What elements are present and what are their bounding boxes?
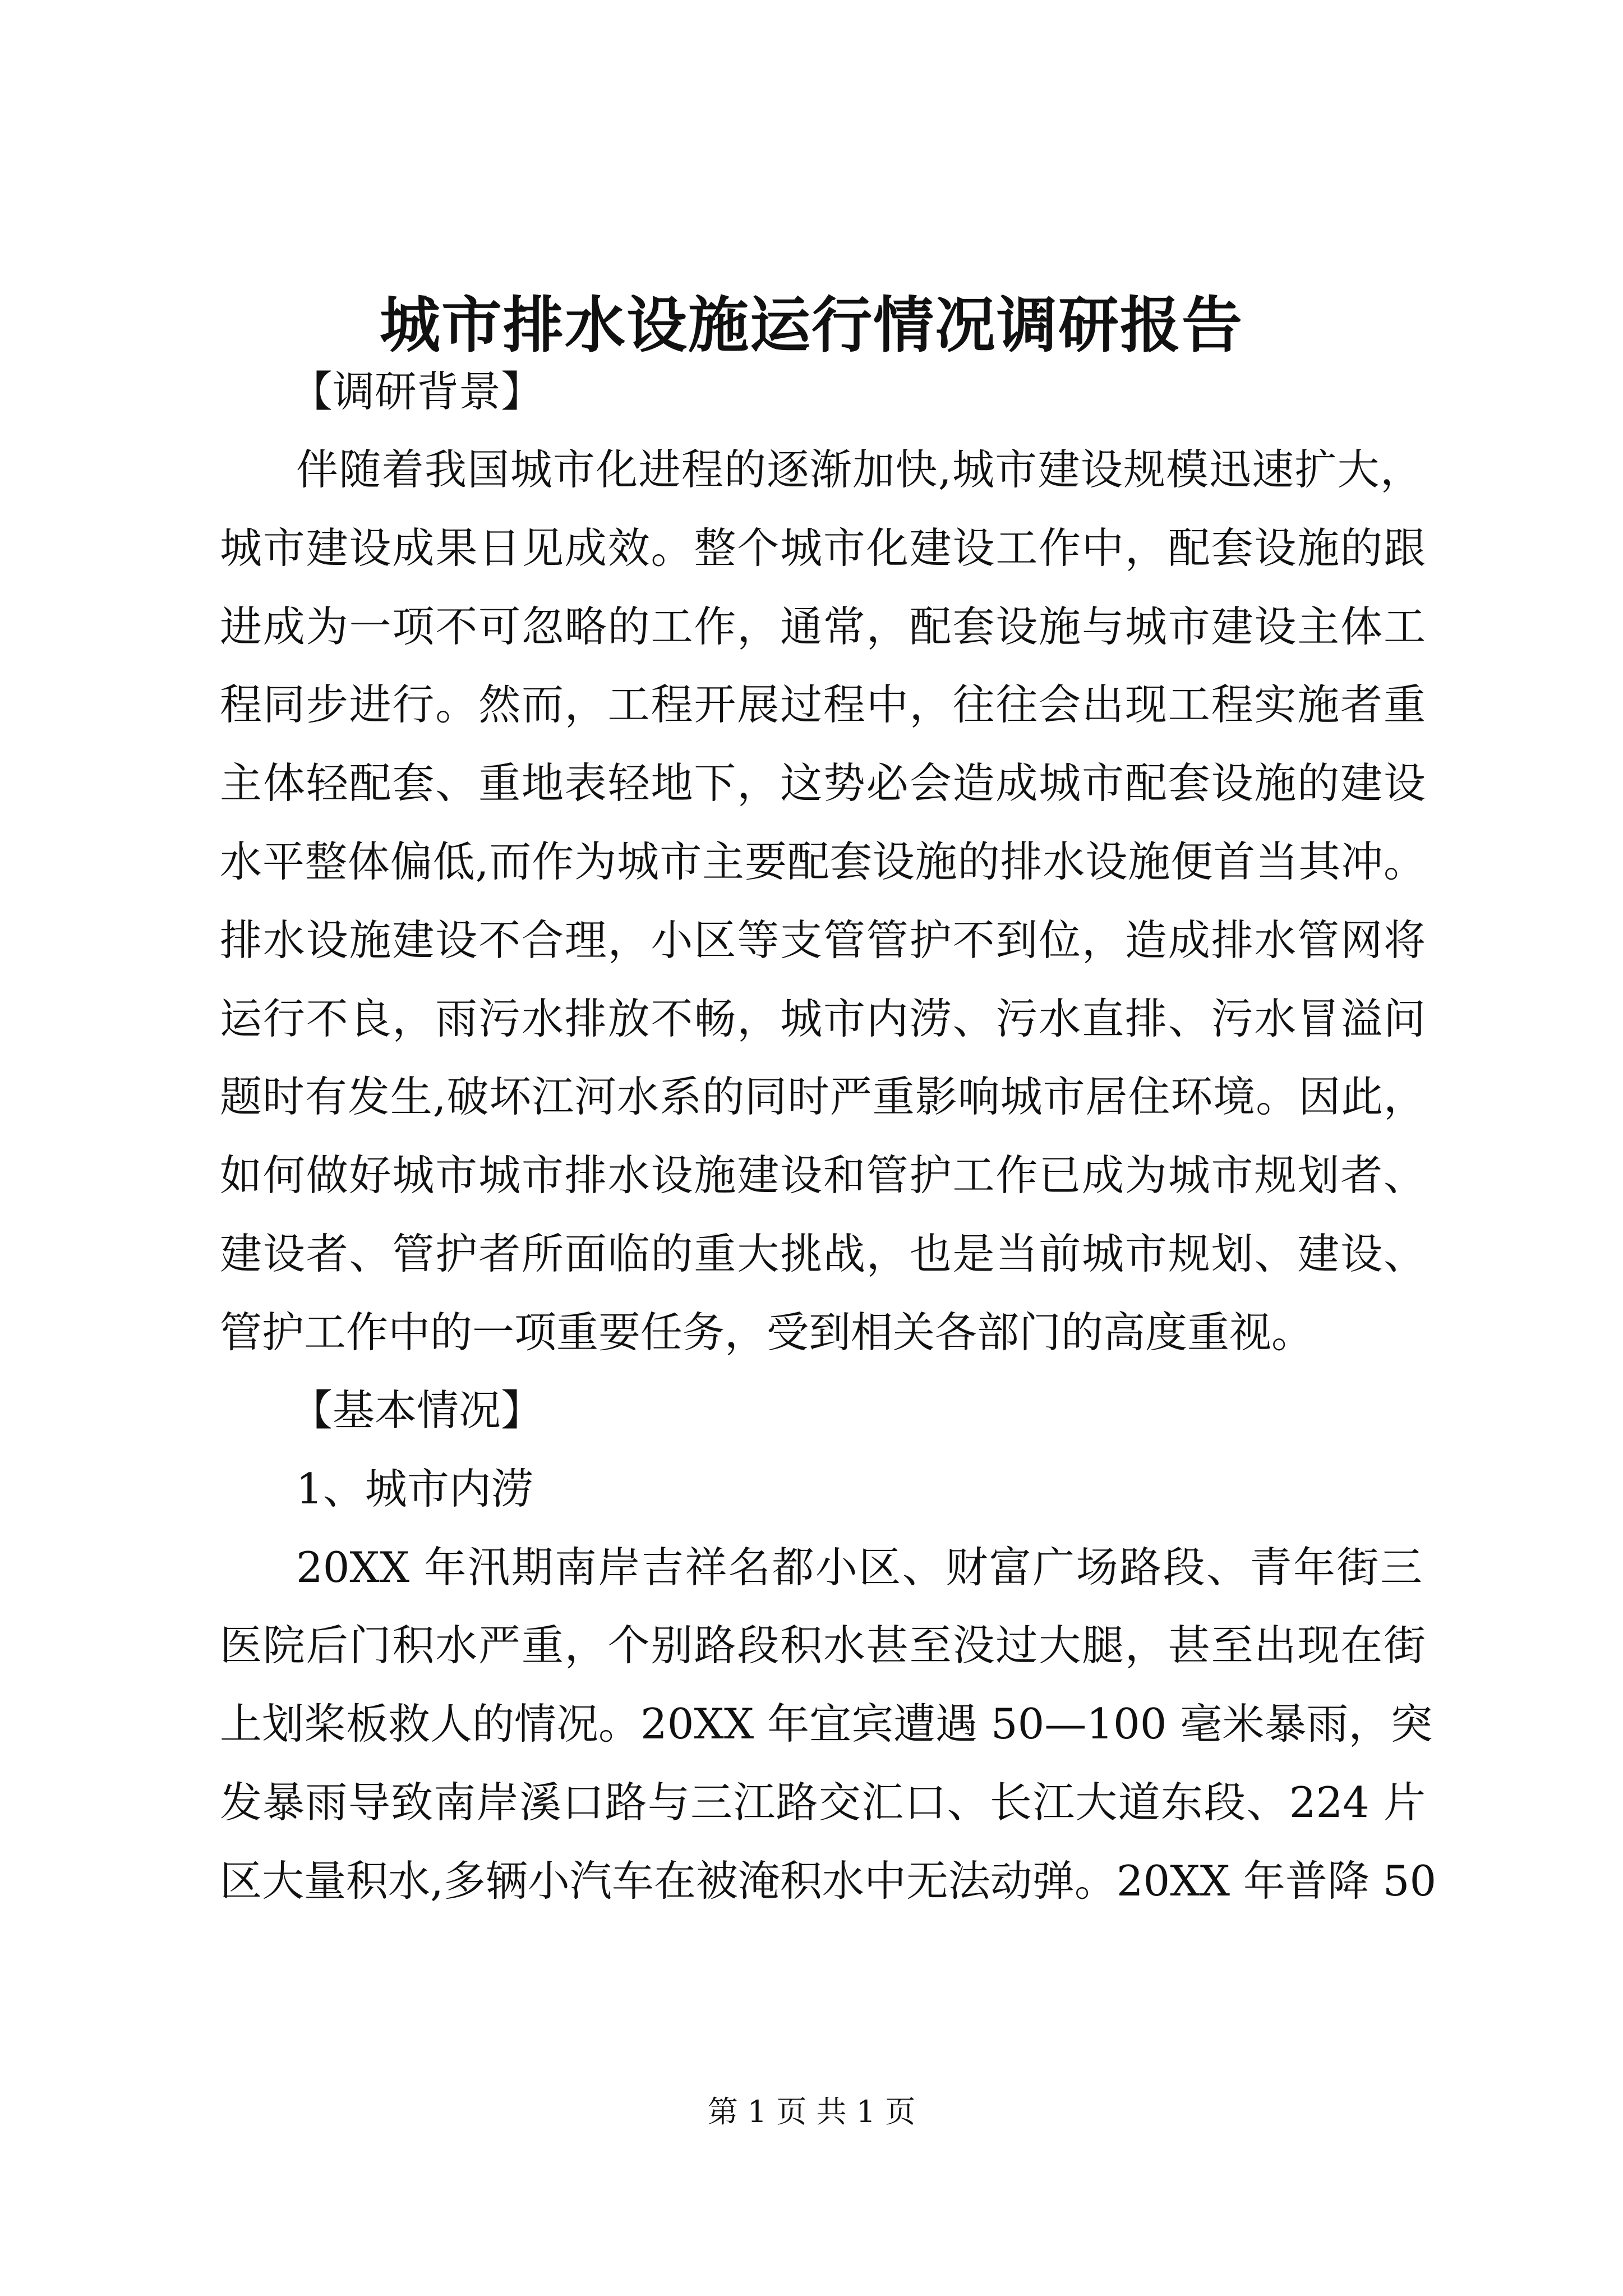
document-title: 城市排水设施运行情况调研报告 xyxy=(379,290,1243,361)
paragraph-line: 排水设施建设不合理，小区等支管管护不到位，造成排水管网将 xyxy=(220,915,1426,965)
section-heading-background: 【调研背景】 xyxy=(291,367,543,416)
paragraph-line: 建设者、管护者所面临的重大挑战，也是当前城市规划、建设、 xyxy=(220,1229,1426,1278)
section-heading-basic: 【基本情况】 xyxy=(291,1386,543,1435)
paragraph-line: 发暴雨导致南岸溪口路与三江路交汇口、长江大道东段、224 片 xyxy=(220,1778,1426,1827)
paragraph-line: 题时有发生,破坏江河水系的同时严重影响城市居住环境。因此， xyxy=(220,1072,1426,1121)
paragraph-line: 管护工作中的一项重要任务，受到相关各部门的高度重视。 xyxy=(220,1308,1314,1357)
paragraph-line: 伴随着我国城市化进程的逐渐加快,城市建设规模迅速扩大， xyxy=(296,445,1422,494)
page-footer: 第 1 页 共 1 页 xyxy=(707,2094,916,2129)
paragraph-line: 20XX 年汛期南岸吉祥名都小区、财富广场路段、青年街三 xyxy=(296,1543,1422,1592)
paragraph-line: 程同步进行。然而，工程开展过程中，往往会出现工程实施者重 xyxy=(220,680,1426,729)
paragraph-line: 运行不良，雨污水排放不畅，城市内涝、污水直排、污水冒溢问 xyxy=(220,994,1426,1043)
paragraph-line: 进成为一项不可忽略的工作，通常，配套设施与城市建设主体工 xyxy=(220,602,1426,651)
paragraph-line: 主体轻配套、重地表轻地下，这势必会造成城市配套设施的建设 xyxy=(220,758,1426,808)
paragraph-line: 水平整体偏低,而作为城市主要配套设施的排水设施便首当其冲。 xyxy=(220,837,1426,886)
paragraph-line: 如何做好城市城市排水设施建设和管护工作已成为城市规划者、 xyxy=(220,1151,1426,1200)
subsection-heading: 1、城市内涝 xyxy=(296,1464,533,1513)
paragraph-line: 区大量积水,多辆小汽车在被淹积水中无法动弹。20XX 年普降 50 xyxy=(220,1856,1437,1906)
paragraph-line: 城市建设成果日见成效。整个城市化建设工作中，配套设施的跟 xyxy=(220,523,1426,573)
paragraph-line: 上划桨板救人的情况。20XX 年宜宾遭遇 50—100 毫米暴雨，突 xyxy=(220,1699,1433,1749)
paragraph-line: 医院后门积水严重，个别路段积水甚至没过大腿，甚至出现在街 xyxy=(220,1621,1426,1670)
